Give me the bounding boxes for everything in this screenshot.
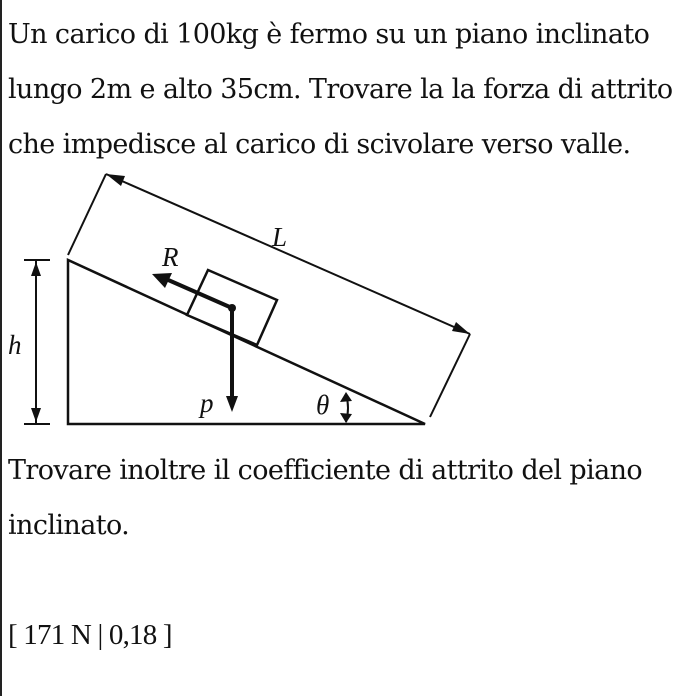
inclined-plane-triangle — [68, 260, 425, 424]
answer-text: [ 171 N | 0,18 ] — [8, 619, 172, 651]
followup-line-1: Trovare inoltre il coefficiente di attrito del piano — [8, 455, 643, 486]
inclined-plane-diagram — [0, 160, 681, 440]
length-extension-bottom — [430, 334, 470, 417]
length-extension-top — [68, 174, 106, 255]
label-p: p — [200, 388, 214, 418]
height-arrowhead-top — [31, 262, 41, 276]
weight-arrowhead — [226, 396, 238, 412]
label-theta: θ — [316, 390, 330, 420]
length-dimension-line — [106, 174, 470, 334]
label-L: L — [272, 222, 288, 252]
problem-line-1: Un carico di 100kg è fermo su un piano inclinato — [8, 19, 650, 50]
problem-line-3: che impedisce al carico di scivolare verso valle. — [8, 129, 631, 160]
problem-line-2: lungo 2m e alto 35cm. Trovare la la forza di attrito — [8, 74, 673, 105]
length-arrowhead-top — [106, 174, 125, 186]
followup-line-2: inclinato. — [8, 510, 130, 541]
problem-statement — [8, 7, 673, 172]
followup-question — [8, 443, 642, 553]
height-arrowhead-bottom — [31, 408, 41, 422]
theta-arrowhead-down — [340, 413, 352, 423]
label-h: h — [8, 330, 22, 360]
label-R: R — [162, 242, 179, 272]
length-arrowhead-bottom — [452, 322, 470, 334]
theta-arrowhead-up — [340, 392, 352, 402]
